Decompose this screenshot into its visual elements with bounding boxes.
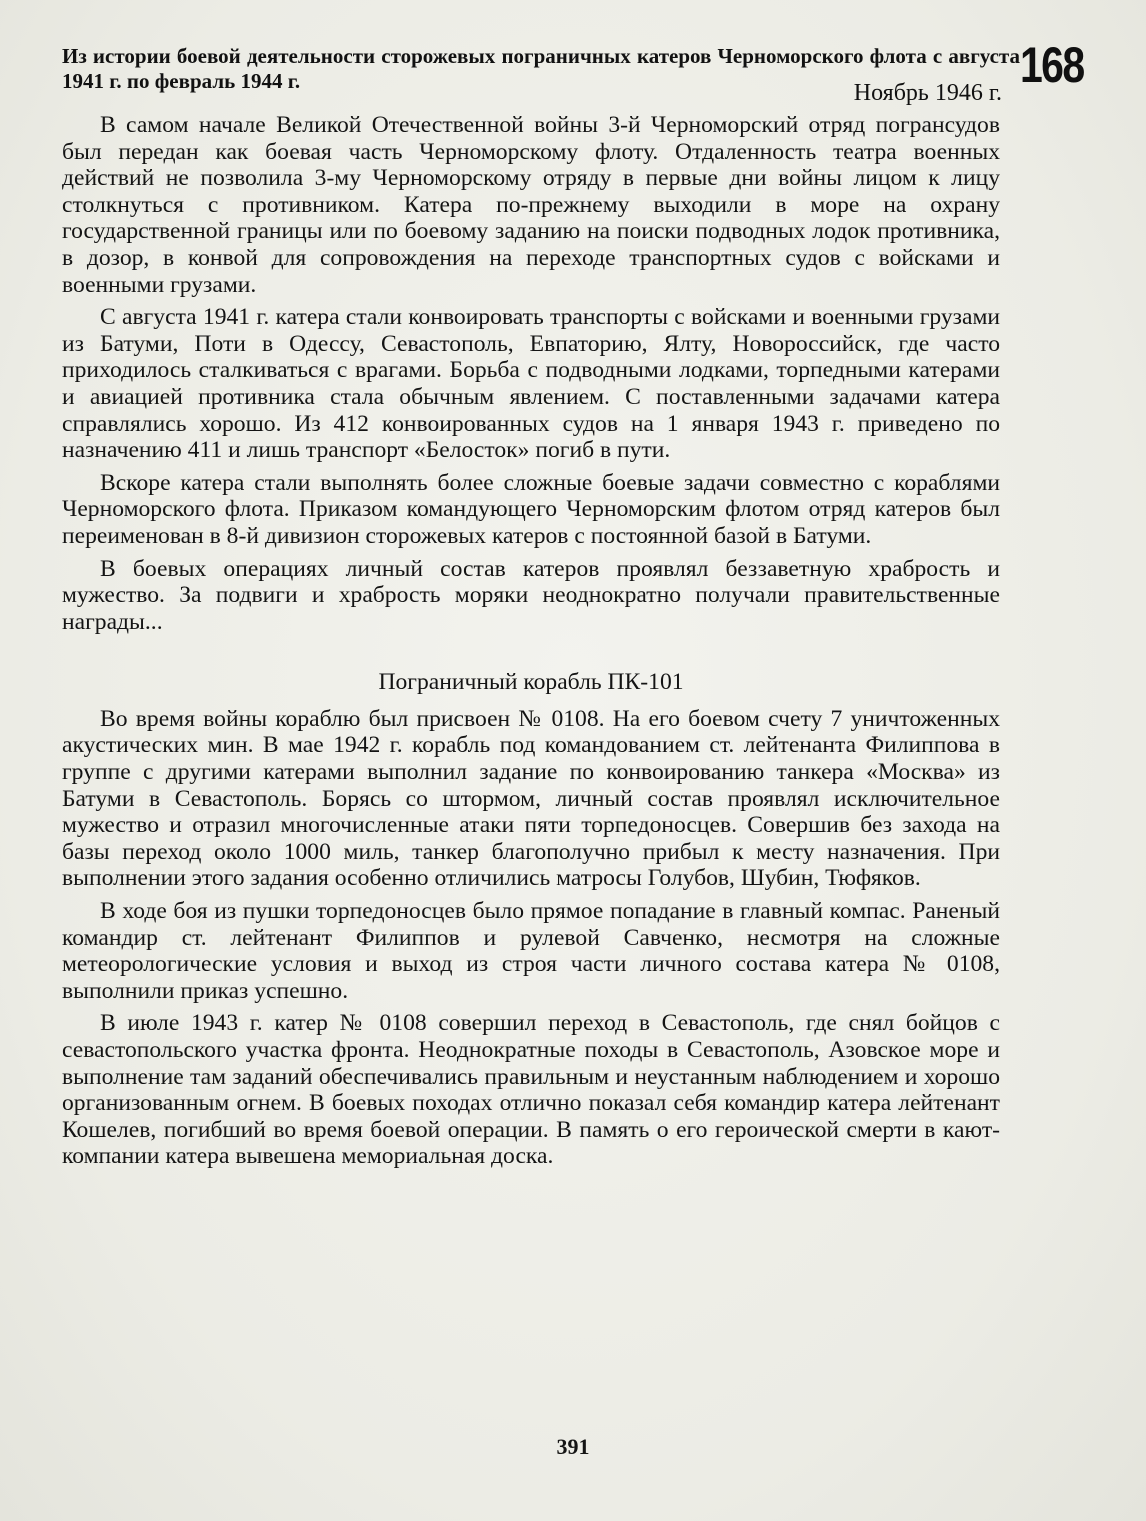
- document-number: 168: [1020, 37, 1084, 93]
- paragraph: Во время войны кораблю был присвоен № 0108. На его боевом счету 7 уничтоженных акустических мин. В мае 1942 г. корабль под командованием ст. лейтенанта Филиппова в группе с другими катерами выполнил задание по конвоированию танкера «Москва» из Батуми в Севастополь. Борясь со штормом, личный состав проявлял исключительное мужество и отразил многочисленные атаки пяти торпедоносцев. Совершив без захода на базы переход около 1000 миль, танкер благополучно прибыл к месту назначения. При выполнении этого задания особенно отличились матросы Голубов, Шубин, Тюфяков.: [62, 705, 1000, 892]
- paragraph: В июле 1943 г. катер № 0108 совершил переход в Севастополь, где снял бойцов с севастопольского участка фронта. Неоднократные походы в Севастополь, Азовское море и выполнение там заданий обеспечивались правильным и неустанным наблюдением и хорошо организованным огнем. В боевых походах отлично показал себя командир катера лейтенант Кошелев, погибший во время боевой операции. В память о его героической смерти в кают-компании катера вывешена мемориальная доска.: [62, 1010, 1000, 1170]
- section-title: Пограничный корабль ПК-101: [378, 669, 684, 696]
- paragraph: В боевых операциях личный состав катеров проявлял беззаветную храбрость и мужество. За подвиги и храбрость моряки неоднократно получали правительственные награды...: [62, 555, 1000, 635]
- paragraph: С августа 1941 г. катера стали конвоировать транспорты с войсками и военными грузами из Батуми, Поти в Одессу, Севастополь, Евпаторию, Ялту, Новороссийск, где часто приходилось сталкиваться с врагами. Борьба с подводными лодками, торпедными катерами и авиацией противника стала обычным явлением. С поставленными задачами катера справлялись хорошо. Из 412 конвоированных судов на 1 января 1943 г. приведено по назначению 411 и лишь транспорт «Белосток» погиб в пути.: [62, 304, 1000, 464]
- paragraph: В самом начале Великой Отечественной войны 3-й Черноморский отряд погрансудов был передан как боевая часть Черноморскому флоту. Отдаленность театра военных действий не позволила 3-му Черноморскому отряду в первые дни войны лицом к лицу столкнуться с противником. Катера по-прежнему выходили в море на охрану государственной границы или по боевому заданию на поиски подводных лодок противника, в дозор, в конвой для сопровождения на переходе транспортных судов с войсками и военными грузами.: [62, 112, 1000, 298]
- paragraph: В ходе боя из пушки торпедоносцев было прямое попадание в главный компас. Раненый командир ст. лейтенант Филиппов и рулевой Савченко, несмотря на сложные метеорологические условия и выход из строя части личного состава катера № 0108, выполнили приказ успешно.: [62, 898, 1000, 1004]
- page-number: 391: [556, 1434, 590, 1459]
- document-heading: Из истории боевой деятельности сторожевых пограничных катеров Черноморского флота с августа 1941 г. по февраль 1944 г.: [62, 44, 1020, 93]
- paragraph: Вскоре катера стали выполнять более сложные боевые задачи совместно с кораблями Черноморского флота. Приказом командующего Черноморским флотом отряд катеров был переименован в 8-й дивизион сторожевых катеров с постоянной базой в Батуми.: [62, 469, 1000, 549]
- document-date: Ноябрь 1946 г.: [853, 80, 1002, 106]
- document-body: [62, 112, 1000, 1176]
